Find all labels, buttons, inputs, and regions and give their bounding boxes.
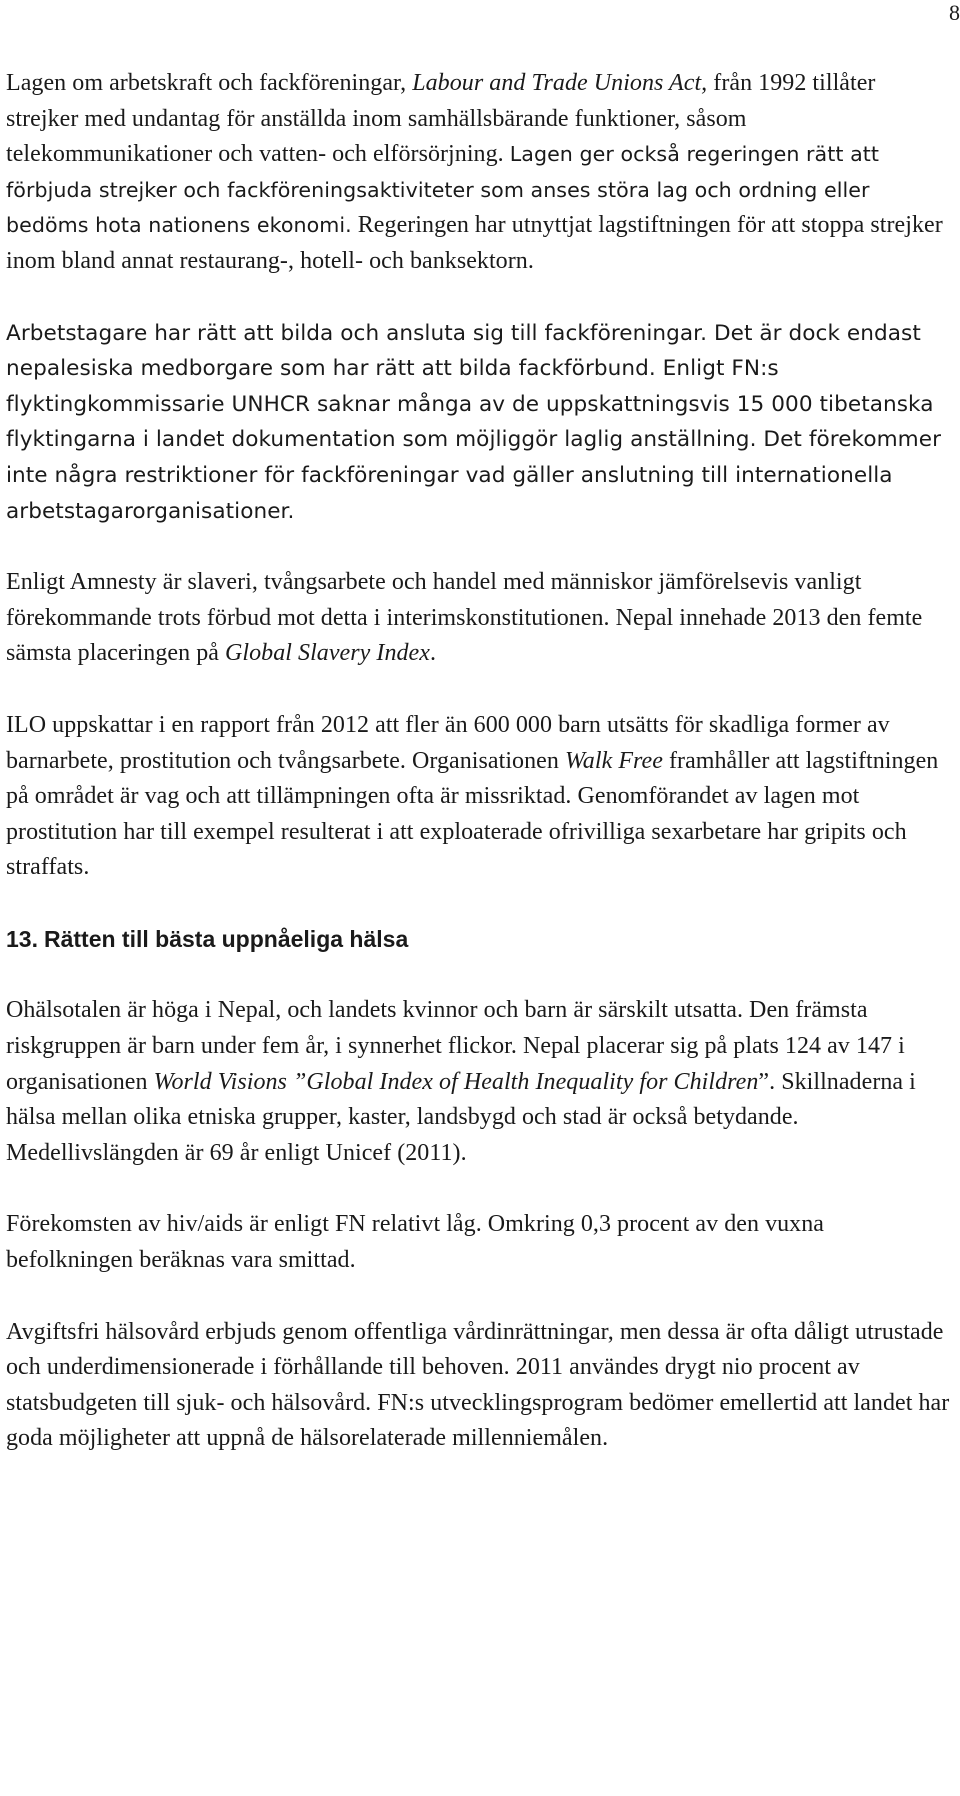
italic-organisation: Walk Free [564,747,663,774]
text-run: ”. Skillnaderna i hälsa mellan olika etniska grupper, kaster, landsbygd och stad är också betydande. Medellivslängden är 69 år enligt Unicef (2011). [6,1068,916,1166]
text-run: från 1992 tillåter strejker med undantag för anställda inom samhällsbärande funktioner, såsom telekommunikationer och vatten- och elförsörjning. [6,70,876,168]
paragraph-labour-act [6,66,950,280]
paragraph-slavery [6,565,950,672]
paragraph-union-rights: Arbetstagare har rätt att bilda och ansluta sig till fackföreningar. Det är dock endast nepalesiska medborgare som har rätt att bilda fackförbund. Enligt FN:s flyktingkommissarie UNHCR saknar många av de uppskattningsvis 15 000 tibetanska flyktingarna i landet dokumentation som möjliggör laglig anställning. Det förekommer inte några restriktioner för fackföreningar vad gäller anslutning till internationella arbetstagarorganisationer. [6,320,942,524]
text-run: . [429,640,437,667]
section-heading [6,922,950,958]
paragraph-hiv: Förekomsten av hiv/aids är enligt FN relativt låg. Omkring 0,3 procent av den vuxna befolkningen beräknas vara smittad. [6,1211,824,1274]
italic-act-title: Labour and Trade Unions Act, [412,70,708,96]
paragraph-healthcare: Avgiftsfri hälsovård erbjuds genom offentliga vårdinrättningar, men dessa är ofta dåligt utrustade och underdimensionerade i förhållande till behoven. 2011 användes drygt nio procent av statsbudgeten till sjuk- och hälsovård. FN:s utvecklingsprogram bedömer emellertid att landet har goda möjligheter att uppnå de hälsorelaterade millenniemålen. [6,1318,950,1452]
section-number: 13. [6,925,38,952]
text-run: Regeringen har utnyttjat lagstiftningen för att stoppa strejker inom bland annat restaurang-, hotell- och banksektorn. [6,212,943,274]
text-run: framhåller att lagstiftningen på området är vag och att tillämpningen ofta är missriktad. Genomförandet av lagen mot prostitution har till exempel resulterat i att exploaterade ofrivilliga sexarbetare har gripits och straffats. [6,747,939,881]
text-run: Enligt Amnesty är slaveri, tvångsarbete och handel med människor jämförelsevis vanligt förekommande trots förbud mot detta i interimskonstitutionen. Nepal innehade 2013 den femte sämsta placeringen på [6,569,923,667]
document-body [6,66,950,1457]
text-run-sans: Lagen ger också regeringen rätt att förbjuda strejker och fackföreningsaktiviteter som anses störa lag och ordning eller bedöms hota nationens ekonomi. [6,142,879,238]
paragraph-child-labour [6,708,950,886]
section-title: Rätten till bästa uppnåeliga hälsa [43,925,409,952]
text-run: Ohälsotalen är höga i Nepal, och landets kvinnor och barn är särskilt utsatta. Den främsta riskgruppen är barn under fem år, i synnerhet flickor. Nepal placerar sig på plats 124 av 147 i organisationen [6,997,905,1095]
page-number: 8 [949,0,960,25]
paragraph-health-inequality [6,993,950,1171]
text-run: ILO uppskattar i en rapport från 2012 att fler än 600 000 barn utsätts för skadliga former av barnarbete, prostitution och tvångsarbete. Organisationen [6,711,890,774]
text-run: Lagen om arbetskraft och fackföreningar, [6,70,413,96]
italic-index-title: Global Slavery Index [225,640,430,667]
italic-report-title: World Visions ”Global Index of Health Inequality for Children [153,1068,759,1095]
